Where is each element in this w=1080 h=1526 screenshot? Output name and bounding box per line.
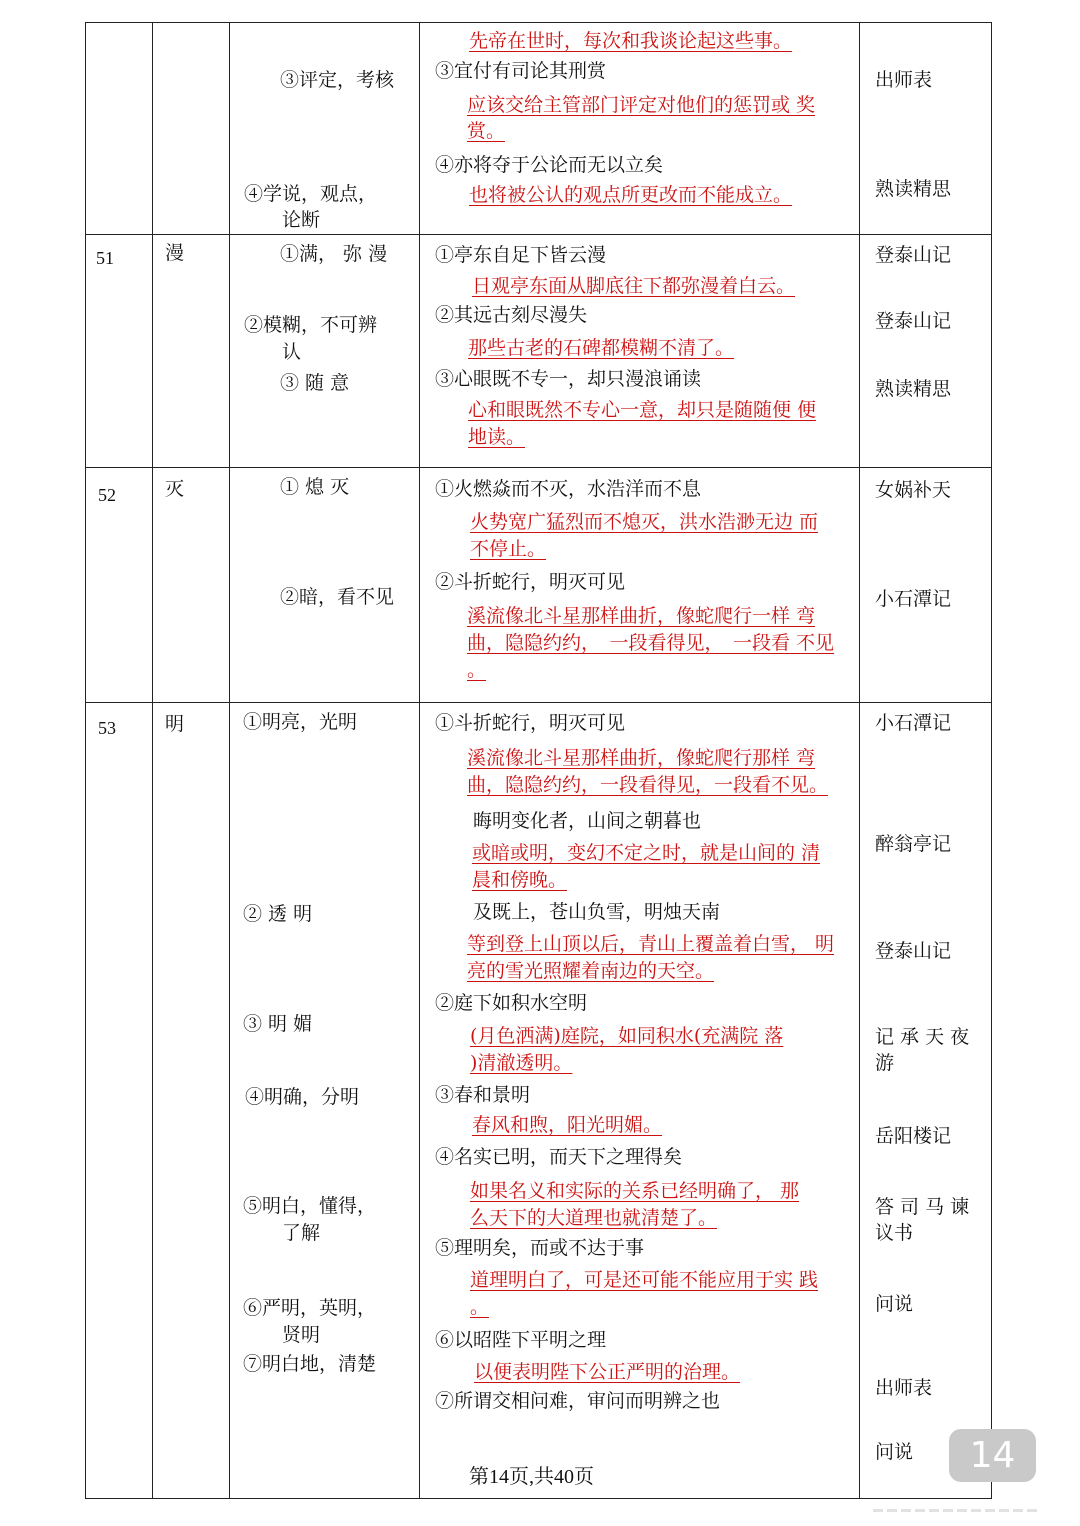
meaning-text: 认 (282, 341, 302, 363)
meaning-text: ④学说，观点， (244, 183, 378, 205)
translation-text: 道理明白了，可是还可能不能应用于实 践 (470, 1269, 819, 1291)
example-text: ②斗折蛇行，明灭可见 (435, 571, 626, 593)
translation-text: 火势宽广猛烈而不熄灭，洪水浩渺无边 而 (470, 511, 819, 533)
translation-text: 那些古老的石碑都模糊不清了。 (468, 337, 735, 359)
source-text: 小石潭记 (875, 712, 952, 734)
source-text: 岳阳楼记 (875, 1125, 952, 1147)
translation-text: 不停止。 (470, 538, 547, 560)
meaning-text: ①明亮，光明 (243, 711, 358, 733)
source-text: 熟读精思 (875, 178, 952, 200)
translation-text: 以便表明陛下公正严明的治理。 (474, 1361, 741, 1383)
translation-text: 春风和煦，阳光明媚。 (472, 1114, 663, 1136)
meaning-text: 贤明 (282, 1324, 321, 1346)
translation-text: 晨和傍晚。 (472, 869, 568, 891)
translation-text: 么天下的大道理也就清楚了。 (470, 1207, 718, 1229)
meaning-text: ⑦明白地，清楚 (243, 1353, 377, 1375)
source-text: 游 (875, 1052, 895, 1074)
meaning-text: ②暗，看不见 (280, 586, 395, 608)
example-text: ⑦所谓交相问难，审问而明辨之也 (435, 1390, 721, 1412)
example-text: ⑥以昭陛下平明之理 (435, 1329, 607, 1351)
source-text: 登泰山记 (875, 940, 952, 962)
meaning-text: ② 透 明 (243, 903, 313, 925)
page-footer: 第14页,共40页 (469, 1466, 594, 1488)
translation-text: 。 (470, 1296, 490, 1318)
example-text: ③宜付有司论其刑赏 (435, 60, 607, 82)
source-text: 问说 (875, 1293, 914, 1315)
translation-text: (月色洒满)庭院，如同积水(充满院 落 (470, 1025, 784, 1047)
translation-text: 曲，隐隐约约， 一段看得见， 一段看 不见 (467, 632, 835, 654)
meaning-text: ⑤明白，懂得， (243, 1195, 377, 1217)
translation-text: 或暗或明，变幻不定之时，就是山间的 清 (472, 842, 821, 864)
meaning-text: 论断 (282, 209, 321, 231)
source-text: 记 承 天 夜 (875, 1026, 970, 1048)
meaning-text: ②模糊，不可辨 (244, 314, 378, 336)
meaning-text: ③ 随 意 (280, 372, 350, 394)
translation-text: 溪流像北斗星那样曲折，像蛇爬行一样 弯 (467, 605, 816, 627)
meaning-text: 了解 (282, 1222, 321, 1244)
row-number: 51 (96, 248, 114, 268)
translation-text: 溪流像北斗星那样曲折，像蛇爬行那样 弯 (467, 747, 816, 769)
table-border-left (85, 22, 86, 1499)
page-number-badge: 14 (949, 1429, 1036, 1482)
table-divider-example (859, 22, 860, 1499)
table-divider-num (152, 22, 153, 1499)
table-divider-char (229, 22, 230, 1499)
translation-text: )清澈透明。 (470, 1052, 573, 1074)
translation-text: 地读。 (468, 426, 526, 448)
meaning-text: ⑥严明，英明， (243, 1297, 377, 1319)
example-text: ③心眼既不专一，却只漫浪诵读 (435, 368, 702, 390)
translation-text: 。 (467, 659, 487, 681)
example-text: ④名实已明，而天下之理得矣 (435, 1146, 683, 1168)
source-text: 出师表 (875, 1377, 933, 1399)
translation-text: 亮的雪光照耀着南边的天空。 (467, 960, 715, 982)
faded-marks (873, 1497, 1073, 1507)
source-text: 登泰山记 (875, 244, 952, 266)
row-separator-53 (85, 702, 992, 703)
row-number: 52 (98, 485, 116, 505)
example-text: ⑤理明矣，而或不达于事 (435, 1237, 645, 1259)
headword: 灭 (165, 478, 185, 500)
translation-text: 日观亭东面从脚底往下都弥漫着白云。 (472, 275, 796, 297)
table-divider-meaning (419, 22, 420, 1499)
translation-text: 赏。 (467, 120, 506, 142)
example-text: ②其远古刻尽漫失 (435, 304, 588, 326)
translation-text: 先帝在世时，每次和我谈论起这些事。 (469, 30, 793, 52)
translation-text: 曲，隐隐约约，一段看得见，一段看不见。 (467, 774, 829, 796)
source-text: 熟读精思 (875, 378, 952, 400)
table-border-top (85, 22, 992, 23)
source-text: 答 司 马 谏 (875, 1196, 970, 1218)
source-text: 女娲补天 (875, 479, 952, 501)
translation-text: 也将被公认的观点所更改而不能成立。 (469, 184, 793, 206)
meaning-text: ① 熄 灭 (280, 476, 350, 498)
example-text: 晦明变化者，山间之朝暮也 (473, 810, 702, 832)
source-text: 登泰山记 (875, 310, 952, 332)
translation-text: 如果名义和实际的关系已经明确了， 那 (470, 1180, 800, 1202)
source-text: 出师表 (875, 69, 933, 91)
translation-text: 等到登上山顶以后，青山上覆盖着白雪， 明 (467, 933, 835, 955)
headword: 漫 (165, 242, 185, 264)
row-number: 53 (98, 718, 116, 738)
headword: 明 (165, 713, 185, 735)
source-text: 议书 (875, 1222, 914, 1244)
example-text: ②庭下如积水空明 (435, 992, 588, 1014)
example-text: ④亦将夺于公论而无以立矣 (435, 154, 664, 176)
source-text: 问说 (875, 1441, 914, 1463)
table-border-bottom (85, 1498, 992, 1499)
example-text: ①斗折蛇行，明灭可见 (435, 712, 626, 734)
meaning-text: ③ 明 媚 (243, 1013, 313, 1035)
row-separator-52 (85, 467, 992, 468)
meaning-text: ③评定，考核 (280, 69, 395, 91)
translation-text: 心和眼既然不专心一意，却只是随随便 便 (468, 399, 817, 421)
source-text: 小石潭记 (875, 588, 952, 610)
example-text: 及既上，苍山负雪，明烛天南 (473, 901, 721, 923)
meaning-text: ①满， 弥 漫 (280, 243, 388, 265)
example-text: ①火燃焱而不灭，水浩洋而不息 (435, 478, 702, 500)
example-text: ③春和景明 (435, 1084, 531, 1106)
source-text: 醉翁亭记 (875, 833, 952, 855)
translation-text: 应该交给主管部门评定对他们的惩罚或 奖 (467, 94, 816, 116)
meaning-text: ④明确，分明 (245, 1086, 360, 1108)
table-border-right (991, 22, 992, 1499)
example-text: ①亭东自足下皆云漫 (435, 244, 607, 266)
row-separator-51 (85, 234, 992, 235)
